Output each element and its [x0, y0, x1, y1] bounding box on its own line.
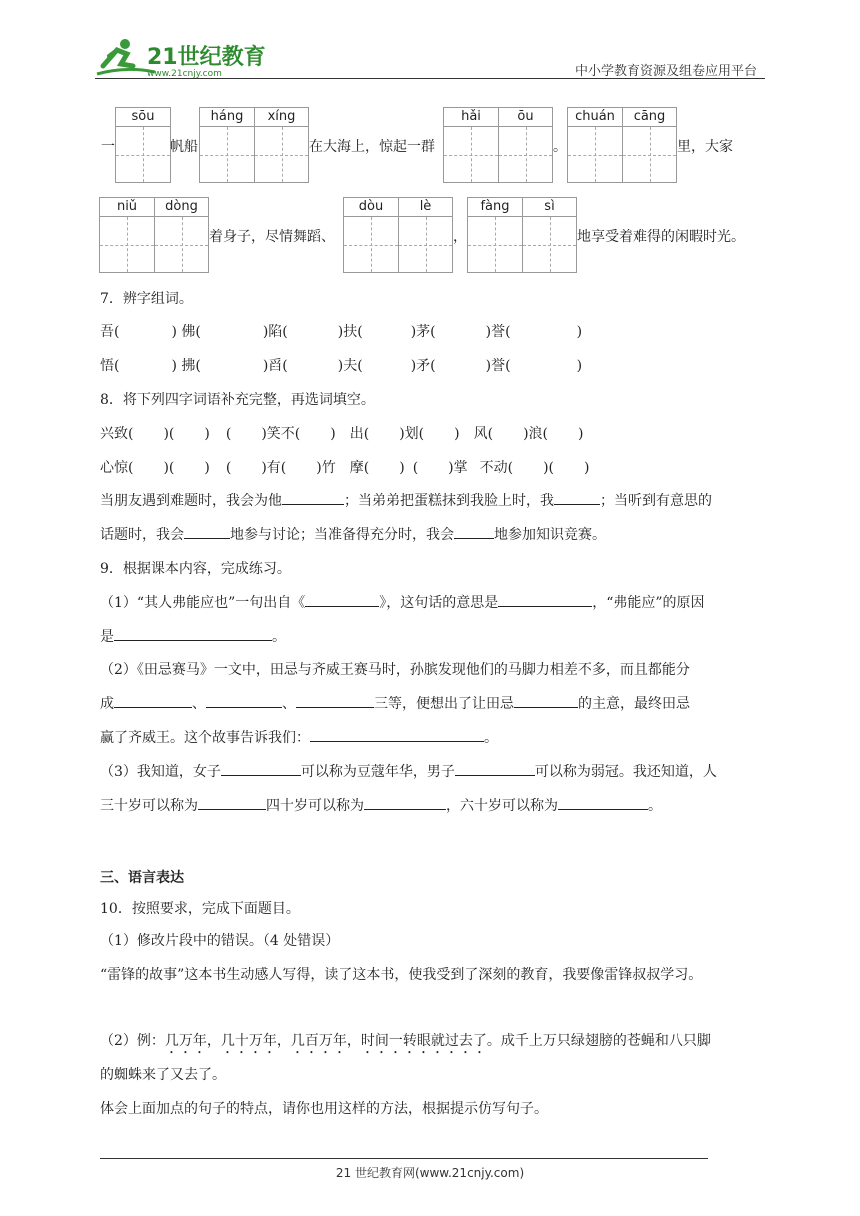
q8-r1-6: 出(	[349, 426, 370, 442]
q7-r2-0: 悟(	[100, 358, 120, 374]
q9-p3c: 可以称为弱冠。我还知道，人	[534, 764, 717, 780]
q9-p2-line1: （2）《田忌赛马》一文中，田忌与齐威王赛马时，孙膑发现他们的马脚力相差不多，而且都能分	[100, 662, 690, 678]
q8-r2-10: 不动(	[479, 460, 514, 476]
q10-sub2-line1	[100, 1030, 711, 1057]
q8-title: 8．将下列四字词语补充完整，再选词填空。	[100, 392, 375, 408]
q8-s2a: 话题时，我会	[100, 527, 184, 543]
q7-r2-1: ) 拂(	[171, 358, 201, 374]
blank[interactable]	[498, 592, 592, 607]
q9-p3f: ，六十岁可以称为	[446, 798, 558, 814]
pinyin: chuán	[568, 108, 622, 127]
pinyin: xíng	[255, 108, 308, 127]
q8-r2-5: )竹	[316, 460, 336, 476]
q7-r2-2: )舀(	[262, 358, 288, 374]
q7-r1-6: )	[576, 324, 583, 340]
pinyin: cāng	[623, 108, 676, 127]
q9-p3g: 。	[648, 798, 662, 814]
q9-title: 9．根据课本内容，完成练习。	[100, 561, 291, 577]
q9-p1-line2	[100, 626, 286, 646]
q7-r1-3: )扶(	[337, 324, 363, 340]
q9-p3d: 三十岁可以称为	[100, 798, 198, 814]
pinyin: háng	[200, 108, 254, 127]
row1-text1: 帆船	[170, 139, 198, 155]
row1-text3: 。	[553, 139, 567, 155]
q8-r2-11: )(	[543, 460, 555, 476]
blank[interactable]	[221, 761, 301, 776]
q9-p1e: 。	[272, 629, 286, 645]
blank[interactable]	[558, 795, 648, 810]
row1-text4: 里，大家	[677, 139, 733, 155]
pinyin: fàng	[468, 198, 522, 217]
q8-s2c: 地参加知识竞赛。	[494, 527, 606, 543]
q7-r1-2: )陷(	[262, 324, 288, 340]
row2-text1: 着身子，尽情舞蹈、	[209, 229, 335, 245]
q10-dotted-example: 几万年，几十万年，几百万年，时间一转眼就过去了。	[164, 1033, 501, 1049]
q9-p2-line2	[100, 693, 690, 713]
pinyin: niǔ	[100, 198, 154, 217]
q8-sentence1	[100, 490, 712, 510]
blank[interactable]	[455, 761, 535, 776]
q7-r2-3: )夫(	[337, 358, 363, 374]
q7-r1-0: 吾(	[100, 324, 120, 340]
q9-p1d: 是	[100, 629, 114, 645]
q7-r1-4: )茅(	[410, 324, 436, 340]
q10-sub2b: 成千上万只绿翅膀的苍蝇和八只脚	[500, 1033, 711, 1049]
pinyin-grid-haiou[interactable]	[443, 107, 553, 183]
section-title: 三、语言表达	[100, 870, 184, 886]
q8-r1-7: )划(	[399, 426, 425, 442]
pinyin: ōu	[499, 108, 552, 127]
q8-r2-1: )(	[163, 460, 175, 476]
q8-r2-2: )	[204, 460, 210, 476]
q9-p2g: 赢了齐威王。这个故事告诉我们：	[100, 730, 310, 746]
q9-p2d: 、	[282, 696, 296, 712]
q9-p3-line1	[100, 761, 717, 781]
blank[interactable]	[282, 490, 344, 505]
q10-sub2-line3: 体会上面加点的句子的特点，请你也用这样的方法，根据提示仿写句子。	[100, 1101, 548, 1117]
blank[interactable]	[310, 727, 484, 742]
q8-s1a: 当朋友遇到难题时，我会为他	[100, 493, 282, 509]
q7-r2-4: )矛(	[410, 358, 436, 374]
q8-s1b: ；当弟弟把蛋糕抹到我脸上时，我	[344, 493, 554, 509]
blank[interactable]	[296, 693, 374, 708]
row2-text2: ，	[453, 229, 467, 245]
q8-s1c: ；当听到有意思的	[600, 493, 712, 509]
logo-url: www.21cnjy.com	[147, 69, 222, 79]
blank[interactable]	[554, 490, 600, 505]
q7-r1-5: )誉(	[485, 324, 511, 340]
pinyin: lè	[399, 198, 452, 217]
blank[interactable]	[514, 693, 578, 708]
q7-r1-1: ) 佛(	[171, 324, 201, 340]
q8-r1-0: 兴致(	[100, 426, 134, 442]
blank[interactable]	[206, 693, 282, 708]
footer-text: 21 世纪教育网(www.21cnjy.com)	[335, 1166, 525, 1180]
q9-p2-line3	[100, 727, 498, 747]
row1-prefix: 一	[101, 139, 115, 155]
q10-sub2-line2: 的蜘蛛来了又去了。	[100, 1067, 226, 1083]
q7-row2	[100, 355, 582, 375]
q9-p2b: 成	[100, 696, 114, 712]
q7-title: 7．辨字组词。	[100, 291, 193, 307]
blank[interactable]	[114, 693, 192, 708]
q8-r2-12: )	[584, 460, 590, 476]
q10-paragraph: “雷锋的故事”这本书生动感人写得，读了这本书，使我受到了深刻的教育，我要像雷锋叔叔学习。	[100, 967, 703, 983]
q8-row1	[100, 423, 584, 443]
q7-r2-5: )誉(	[485, 358, 511, 374]
blank[interactable]	[454, 524, 494, 539]
q8-r1-10: )浪(	[523, 426, 549, 442]
blank[interactable]	[364, 795, 446, 810]
q9-p1b: 》，这句话的意思是	[379, 595, 499, 611]
q9-p1-line1	[100, 592, 705, 612]
pinyin-grid-fangsi[interactable]	[467, 197, 577, 273]
pinyin: dòng	[155, 198, 208, 217]
q9-p2e: 三等，便想出了让田忌	[374, 696, 514, 712]
q9-p3e: 四十岁可以称为	[266, 798, 364, 814]
q8-r2-9: )掌	[448, 460, 468, 476]
q8-s2b: 地参与讨论；当准备得充分时，我会	[230, 527, 454, 543]
blank[interactable]	[305, 592, 379, 607]
q9-p3-line2	[100, 795, 662, 815]
q8-r1-4: )笑不(	[261, 426, 301, 442]
pinyin-grid-doule[interactable]	[343, 197, 453, 273]
q8-r2-0: 心惊(	[100, 460, 134, 476]
pinyin: hǎi	[444, 108, 498, 127]
q9-p1c: ，“弗能应”的原因	[592, 595, 705, 611]
q10-title: 10．按照要求，完成下面题目。	[100, 901, 300, 917]
blank[interactable]	[184, 524, 230, 539]
pinyin: dòu	[344, 198, 398, 217]
pinyin-grid-hangxing[interactable]	[199, 107, 309, 183]
row1-text2: 在大海上，惊起一群	[309, 139, 435, 155]
q9-p2h: 。	[484, 730, 498, 746]
q8-r2-7: )	[399, 460, 405, 476]
site-logo	[95, 36, 265, 80]
logo-text: 21世纪教育	[147, 45, 265, 70]
pinyin: sōu	[116, 108, 170, 127]
blank[interactable]	[198, 795, 266, 810]
q9-p3b: 可以称为豆蔻年华，男子	[300, 764, 455, 780]
pinyin-grid-chuancang[interactable]	[567, 107, 677, 183]
q9-p1a: （1）“其人弗能应也”一句出自《	[100, 595, 306, 611]
q8-r1-2: )	[204, 426, 210, 442]
q8-sentence2	[100, 524, 606, 544]
q10-sub1: （1）修改片段中的错误。（4 处错误）	[100, 933, 340, 949]
q7-r2-6: )	[576, 358, 583, 374]
q9-p2f: 的主意，最终田忌	[578, 696, 690, 712]
row2-text3: 地享受着难得的闲暇时光。	[577, 229, 745, 245]
q8-r2-3: (	[225, 460, 232, 476]
pinyin-grid-niudong[interactable]	[99, 197, 209, 273]
q10-sub2a: （2）例：	[100, 1033, 165, 1049]
footer-divider	[100, 1158, 708, 1159]
q8-r1-11: )	[578, 426, 584, 442]
q8-r1-8: )	[454, 426, 460, 442]
q9-p2c: 、	[192, 696, 206, 712]
q8-r1-3: (	[225, 426, 232, 442]
q8-r2-8: (	[412, 460, 419, 476]
platform-name: 中小学教育资源及组卷应用平台	[574, 64, 757, 79]
q8-r1-5: )	[330, 426, 336, 442]
pinyin-grid-sou[interactable]	[115, 107, 171, 183]
q9-p3a: （3）我知道，女子	[100, 764, 221, 780]
q8-r1-1: )(	[163, 426, 175, 442]
q7-row1	[100, 321, 582, 341]
blank[interactable]	[114, 626, 272, 641]
q8-r1-9: 风(	[473, 426, 494, 442]
q8-row2	[100, 457, 590, 477]
pinyin: sì	[523, 198, 576, 217]
q8-r2-6: 摩(	[349, 460, 370, 476]
header-divider	[95, 78, 765, 79]
q8-r2-4: )有(	[261, 460, 287, 476]
